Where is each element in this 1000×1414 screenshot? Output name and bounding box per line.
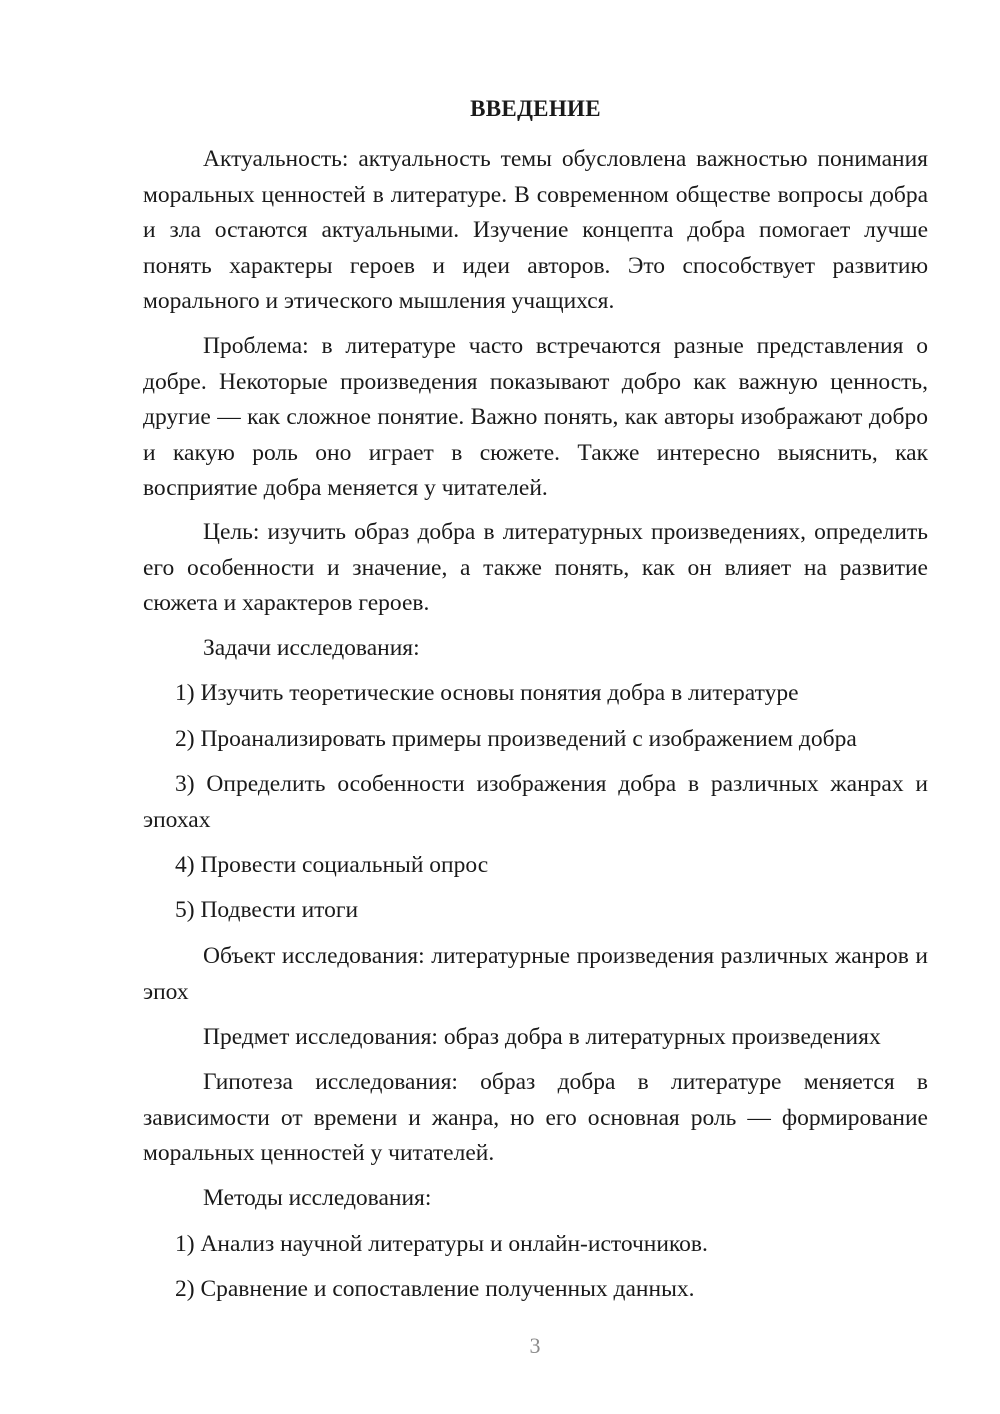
method-item-2: 2) Сравнение и сопоставление полученных данных. xyxy=(175,1276,695,1302)
task-item-1: 1) Изучить теоретические основы понятия добра в литературе xyxy=(175,680,799,706)
page-heading: ВВЕДЕНИЕ xyxy=(470,96,601,121)
problem-paragraph: Проблема: в литературе часто встречаются разные представления о добре. Некоторые произведения показывают добро как важную ценность, другие — как сложное понятие. Важно понять, как авторы изображают добро и какую роль оно играет в сюжете. Также интересно выяснить, как восприятие добра меняется у читателей. xyxy=(143,333,928,501)
page-number: 3 xyxy=(529,1333,541,1358)
goal-paragraph: Цель: изучить образ добра в литературных произведениях, определить его особенности и значение, а также понять, как он влияет на развитие сюжета и характеров героев. xyxy=(143,519,928,616)
methods-title: Методы исследования: xyxy=(203,1185,432,1211)
object-paragraph: Объект исследования: литературные произведения различных жанров и эпох xyxy=(143,943,928,1005)
method-item-1: 1) Анализ научной литературы и онлайн-источников. xyxy=(175,1231,708,1257)
hypothesis-paragraph: Гипотеза исследования: образ добра в литературе меняется в зависимости от времени и жанра, но его основная роль — формирование моральных ценностей у читателей. xyxy=(143,1069,928,1166)
tasks-title: Задачи исследования: xyxy=(203,635,420,661)
task-item-4: 4) Провести социальный опрос xyxy=(175,852,489,878)
task-item-2: 2) Проанализировать примеры произведений с изображением добра xyxy=(175,726,857,752)
task-item-5: 5) Подвести итоги xyxy=(175,897,359,923)
subject-paragraph: Предмет исследования: образ добра в литературных произведениях xyxy=(203,1024,881,1050)
relevance-paragraph: Актуальность: актуальность темы обусловлена важностью понимания моральных ценностей в литературе. В современном обществе вопросы добра и зла остаются актуальными. Изучение концепта добра помогает лучше понять характеры героев и идеи авторов. Это способствует развитию морального и этического мышления учащихся. xyxy=(143,146,928,314)
task-item-3: 3) Определить особенности изображения добра в различных жанрах и эпохах xyxy=(143,771,928,833)
